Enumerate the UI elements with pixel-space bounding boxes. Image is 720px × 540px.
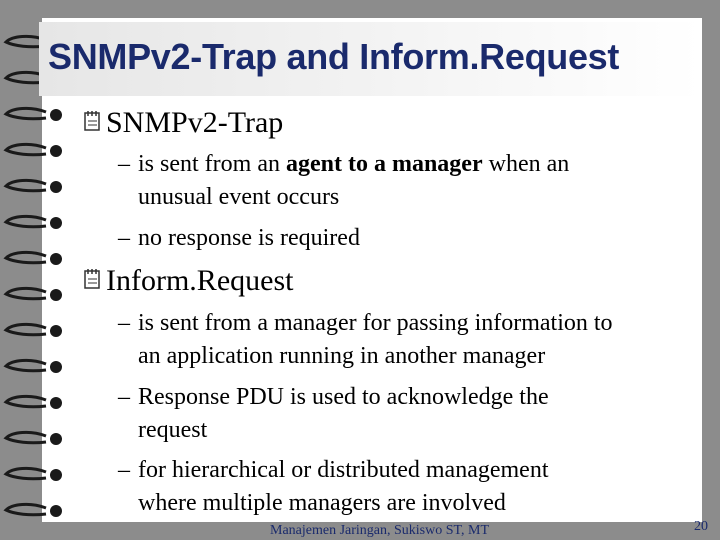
sub-bullet: – is sent from a manager for passing information to an application running in another manager bbox=[118, 310, 613, 369]
page-title: SNMPv2-Trap and Inform.Request bbox=[48, 36, 620, 77]
sub-bullet: – Response PDU is used to acknowledge the request bbox=[118, 384, 549, 443]
binding-hole bbox=[50, 289, 62, 301]
binding-ring bbox=[6, 396, 46, 406]
binding-ring bbox=[6, 216, 46, 226]
binding-hole bbox=[50, 325, 62, 337]
bullet-label: Inform.Request bbox=[106, 264, 294, 297]
binding-hole bbox=[50, 253, 62, 265]
binding-hole bbox=[50, 145, 62, 157]
binding-ring bbox=[6, 108, 46, 118]
bullet-label: SNMPv2-Trap bbox=[106, 106, 284, 139]
sub-bullet: – for hierarchical or distributed management where multiple managers are involved bbox=[118, 457, 549, 516]
binding-hole bbox=[50, 109, 62, 121]
binding-ring bbox=[6, 144, 46, 154]
binding-hole bbox=[50, 217, 62, 229]
binding-hole bbox=[50, 433, 62, 445]
binding-ring bbox=[6, 252, 46, 262]
binding-ring bbox=[6, 504, 46, 514]
notepad-icon bbox=[82, 268, 102, 290]
binding-ring bbox=[6, 324, 46, 334]
binding-ring bbox=[6, 288, 46, 298]
notepad-icon bbox=[82, 110, 102, 132]
footer-text: Manajemen Jaringan, Sukiswo ST, MT bbox=[270, 523, 490, 538]
emphasis-text: agent to a manager bbox=[285, 151, 483, 177]
binding-ring bbox=[6, 468, 46, 478]
binding-hole bbox=[50, 397, 62, 409]
sub-bullet: – is sent from an agent to a manager when an unusual event occurs bbox=[118, 151, 570, 210]
bullet-snmpv2-trap bbox=[82, 106, 283, 140]
binding-ring bbox=[6, 360, 46, 370]
bullet-inform-request bbox=[82, 264, 293, 298]
binding-hole bbox=[50, 181, 62, 193]
binding-hole bbox=[50, 469, 62, 481]
page-number: 20 bbox=[694, 519, 708, 534]
binding-hole bbox=[50, 505, 62, 517]
binding-hole bbox=[50, 361, 62, 373]
binding-ring bbox=[6, 432, 46, 442]
binding-ring bbox=[6, 180, 46, 190]
sub-bullet: – no response is required bbox=[118, 225, 360, 251]
